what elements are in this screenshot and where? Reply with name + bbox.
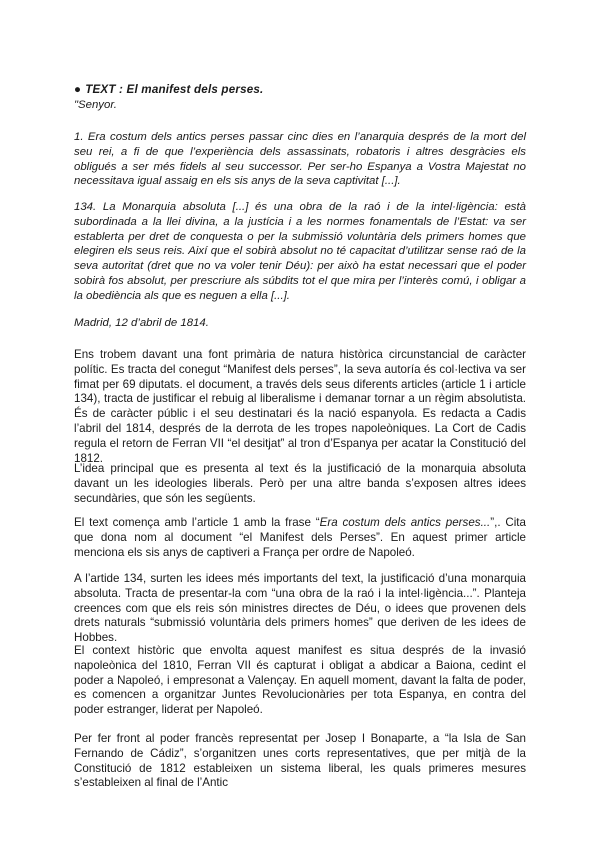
commentary-text: El text comença amb l’article 1 amb la frase “: [74, 516, 320, 529]
commentary-paragraph: L’idea principal que es presenta al text és la justificació de la monarquia absoluta davant un les ideologies liberals. Però per una altre banda s’exposen altres idees secundàries, que són les següents.: [74, 462, 526, 505]
document-heading: [74, 83, 263, 96]
commentary-quote: Era costum dels antics perses...: [319, 516, 491, 529]
quote-salutation: "Senyor.: [74, 99, 117, 111]
commentary-paragraph: Per fer front al poder francès representat per Josep I Bonaparte, a “la Isla de San Fernando de Cádiz”, s’organitzen unes corts representatives, que per mitjà de la Constitució de 1812 estableixen un sistema liberal, les quals primeres mesures s’estableixen al final de l’Antic: [74, 732, 526, 790]
quote-article-1: 1. Era costum dels antics perses passar cinc dies en l’anarquia després de la mort del seu rei, a fi de que l’experiència dels assassinats, robatoris i altres desgràcies els obligués a ser més fidels al seu successor. Per ser-ho Espanya a Vostra Majestat no necessitava igual assaig en els sis anys de la seva captivitat [...].: [74, 131, 526, 188]
bullet-icon: ●: [74, 83, 82, 96]
quote-place-date: Madrid, 12 d’abril de 1814.: [74, 317, 209, 329]
commentary-paragraph: [74, 516, 526, 560]
quote-article-134: 134. La Monarquia absoluta [...] és una obra de la raó i de la intel·ligència: està subordinada a la llei divina, a la justícia i a les normes fonamentals de l’Estat: va ser establerta per dret de conquesta o per la submissió voluntària dels primers homes que elegiren els seus reis. Així que el sobirà absolut no té capacitat d’utilitzar sense raó de la seva autoritat (dret que no va voler tenir Déu): per això ha estat necessari que el poder sobirà fos absolut, per prescriure als súbdits tot el que mira per l’interès comú, i obligar a la obediència als que es neguen a ella [...].: [74, 201, 526, 302]
commentary-paragraph: Ens trobem davant una font primària de natura històrica circunstancial de caràcter polític. Es tracta del conegut “Manifest dels perses”, la seva autoría és col·lectiva va ser fimat per 69 diputats. el document, a través dels seus diferents articles (article 1 i article 134), tracta de justificar el rebuig al liberalisme i demanar tornar a un règim absolutista. És de caràcter públic i el seu destinatari és la nació espanyola. Es redacta a Cadis l’abril del 1814, després de la derrota de les tropes napoleòniques. La Cort de Cadis regula el retorn de Ferran VII “el desitjat” al tron d’Espanya per acatar la Constitució del 1812.: [74, 348, 526, 465]
commentary-text: ”,. Cita que dona nom al document “el Manifest dels Perses”. En aquest primer article menciona els sis anys de captiveri a França per ordre de Napoleó.: [74, 516, 526, 559]
commentary-paragraph: A l’artide 134, surten les idees més importants del text, la justificació d’una monarquia absoluta. Tracta de presentar-la com “una obra de la raó i la intel·ligència...”. Planteja creences com que els reis són ministres directes de Déu, o idees que provenen dels drets naturals “submissió voluntària dels primers homes” que deriven de les idees de Hobbes.: [74, 572, 526, 645]
commentary-paragraph: El context històric que envolta aquest manifest es situa després de la invasió napoleònica del 1810, Ferran VII és capturat i obligat a abdicar a Baiona, cedint el poder a Napoleó, i empresonat a Valençay. En aquell moment, davant la falta de poder, es comencen a organitzar Juntes Revolucionàries per tota Espanya, en contra del poder estranger, liderat per Napoleó.: [74, 644, 526, 717]
heading-text: TEXT : El manifest dels perses.: [85, 83, 264, 96]
